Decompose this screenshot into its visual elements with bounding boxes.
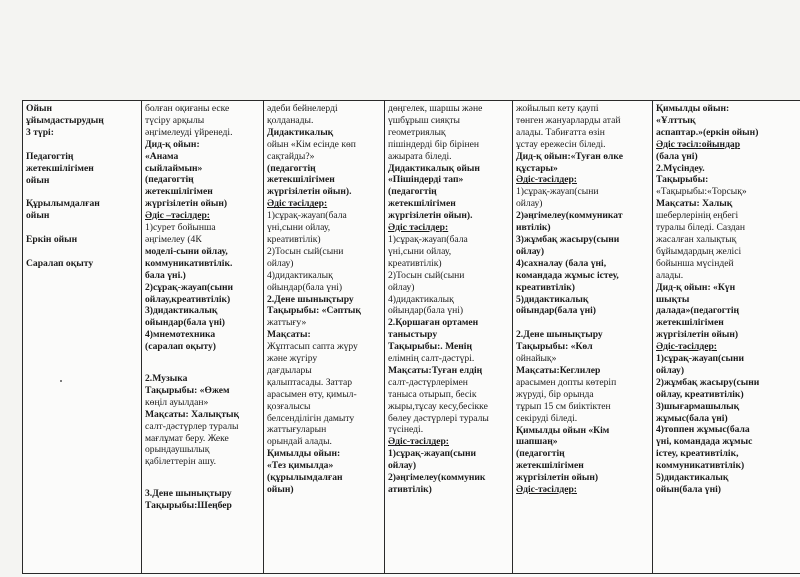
- cell-text-line: (педагогтің: [145, 174, 194, 186]
- cell-text-line: 3 түрі:: [26, 126, 54, 138]
- cell-text-line: қалыптасады. Заттар: [267, 376, 353, 388]
- cell-text-line: қабілеттерін ашу.: [145, 456, 217, 468]
- spacer: [26, 222, 138, 234]
- cell-text-line: ойындар(бала үні): [145, 317, 225, 329]
- cell-text-line: жетекшілігімен: [267, 174, 335, 186]
- cell-text-line: бала үні.): [145, 269, 186, 281]
- cell-text-line: ойлау): [516, 198, 543, 210]
- cell-text-line: 4)сахналау (бала үні,: [516, 257, 607, 269]
- cell-text-line: ойын: [26, 210, 50, 222]
- cell-text-line: шықты: [656, 293, 690, 305]
- cell-text-line: түсінеді.: [388, 424, 424, 436]
- cell-text-line: Әдіс-тәсілдер:: [656, 341, 717, 353]
- cell-text-line: креативтілік): [516, 281, 576, 293]
- cell-text-line: үні,сыни ойлау,: [388, 245, 452, 257]
- cell-text-line: жетекшілігімен: [656, 317, 724, 329]
- cell-text-line: жүруді, бір орында: [516, 388, 594, 400]
- cell-text-line: туралы біледі. Саздан: [656, 222, 745, 234]
- cell-text-line: моделі-сыни ойлау,: [145, 245, 228, 257]
- cell-text-line: бұйымдардың желісі: [656, 245, 742, 257]
- cell-text-line: Мақсаты: Халықтық: [145, 408, 240, 420]
- cell-text-line: әңгімелеу (4К: [145, 233, 202, 245]
- cell-text-line: креативтілік): [388, 257, 442, 269]
- cell-text-line: Дид-қ ойын:«Туған өлке: [516, 150, 623, 162]
- cell-text-line: Тақырыбы: «Көл: [516, 341, 593, 353]
- cell-text-line: «Пішіндерді тап»: [388, 174, 464, 186]
- cell-text-line: алады.: [656, 269, 684, 281]
- cell-text-line: ажырата біледі.: [388, 150, 452, 162]
- cell-text-line: шапшаң»: [516, 436, 558, 448]
- cell-text-line: Қимылды ойын:: [267, 448, 341, 460]
- cell-text-line: 3.Дене шынықтыру: [145, 488, 232, 500]
- cell-text-line: болған оқиғаны еске: [145, 103, 230, 114]
- cell-text-line: Әдіс-тәсілдер:: [516, 484, 577, 496]
- cell-text-line: жүргізілетін ойын).: [267, 186, 352, 198]
- cell-text-line: белсенділігін дамыту: [267, 412, 355, 424]
- cell-text-line: арасымен допты көтеріп: [516, 376, 617, 388]
- cell-text-line: көңіл ауылдан»: [145, 396, 209, 408]
- cell-text-line: 4)дидактикалық: [388, 293, 454, 305]
- cell-text-line: үшбұрыш сияқты: [388, 114, 460, 126]
- cell-text-line: таныса отырып, бесік: [388, 388, 477, 400]
- cell-text-line: жетекшілігімен: [145, 186, 213, 198]
- cell-text-line: жүргізілетін ойын): [516, 472, 599, 484]
- cell-text-line: Дид-қ ойын:: [145, 138, 200, 150]
- cell-text-line: 2.Дене шынықтыру: [516, 329, 603, 341]
- tuesday-cell: [264, 101, 385, 574]
- cell-text-line: «Тез қимылда»: [267, 460, 334, 472]
- cell-text-line: таныстыру: [388, 329, 438, 341]
- cell-text-line: Құрылымдалған: [26, 198, 100, 210]
- spacer: [26, 246, 138, 258]
- cell-text-line: орындаушылық: [145, 444, 210, 456]
- spacer: [145, 353, 260, 373]
- cell-text-line: 2.Мүсіндеу.: [656, 162, 705, 174]
- cell-text-line: пішіндерді бір бірінен: [388, 138, 480, 150]
- cell-text-line: арасымен өту, қимыл-: [267, 388, 357, 400]
- cell-text-line: Ойын: [26, 103, 53, 114]
- cell-text-line: далада»(педагогтің: [656, 305, 740, 317]
- spacer: [145, 468, 260, 488]
- cell-text-line: ойын): [267, 484, 294, 495]
- cell-text-line: салт-дәстүрлерімен: [388, 376, 468, 388]
- cell-text-line: шеберлерінің еңбегі: [656, 210, 739, 222]
- cell-text-line: жыры,тұсау кесу,бесікке: [388, 400, 488, 412]
- cell-text-line: ойын: [26, 174, 50, 186]
- cell-text-line: 5)дидактикалық: [516, 293, 589, 305]
- cell-text-line: 2.Қоршаған ортамен: [388, 317, 479, 329]
- cell-text-line: коммуникативтілік.: [145, 257, 233, 269]
- cell-text-line: қолданады.: [267, 114, 314, 126]
- cell-text-line: дөңгелек, шаршы және: [388, 103, 483, 114]
- cell-text-line: Әдіс –тәсілдер:: [145, 210, 210, 222]
- cell-text-line: жойылып кету қаупі: [516, 103, 599, 114]
- spacer: [26, 186, 138, 198]
- cell-text-line: ойлау): [656, 364, 685, 376]
- cell-text-line: «Ұлттық: [656, 114, 696, 126]
- cell-text-line: әдеби бейнелерді: [267, 103, 338, 114]
- cell-text-line: ұстау ережесін біледі.: [516, 138, 606, 150]
- cell-text-line: жетекшілігімен: [516, 460, 584, 472]
- cell-text-line: 2)Тосын сый(сыни: [267, 245, 344, 257]
- cell-text-line: Дидактикалық ойын: [388, 162, 480, 174]
- cell-text-line: ойлау, креативтілік): [656, 388, 744, 400]
- cell-text-line: Дид-қ ойын: «Күн: [656, 281, 736, 293]
- cell-text-line: жетекшілігімен: [388, 198, 456, 210]
- cell-text-line: ойын(бала үні): [656, 484, 721, 495]
- cell-text-line: ойлау): [267, 257, 294, 269]
- cell-text-line: Әдіс тәсілдер:: [267, 198, 328, 210]
- cell-text-line: коммуникативтілік): [656, 460, 745, 472]
- cell-text-line: қозғалысы: [267, 400, 311, 412]
- cell-text-line: (педагогтің: [388, 186, 437, 198]
- cell-text-line: Мақсаты:Туған елдің: [388, 364, 483, 376]
- cell-text-line: Тақырыбы: «Өжем: [145, 384, 230, 396]
- monday-cell: [142, 101, 264, 574]
- cell-text-line: бойынша мүсіндей: [656, 257, 734, 269]
- cell-text-line: Педагогтің: [26, 150, 74, 162]
- cell-text-line: Саралап оқыту: [26, 258, 94, 270]
- cell-text-line: жетекшілігімен: [26, 162, 94, 174]
- cell-text-line: дағдылары: [267, 364, 312, 376]
- cell-text-line: аспаптар.»(еркін ойын): [656, 126, 759, 138]
- cell-text-line: Әдіс тәсілдер:: [388, 222, 449, 234]
- cell-text-line: жүргізілетін ойын): [145, 198, 228, 210]
- cell-text-line: Тақырыбы: «Сәптық: [267, 305, 361, 317]
- cell-text-line: сақтайды?»: [267, 150, 315, 162]
- activity-types-cell: [23, 101, 142, 574]
- cell-text-line: ойлау,креативтілік): [145, 293, 231, 305]
- cell-text-line: (педагогтің: [267, 162, 316, 174]
- cell-text-line: (құрылымдалған: [267, 472, 343, 484]
- cell-text-line: 1)сұрақ-жауап(сыни: [388, 448, 477, 460]
- cell-text-line: салт-дәстүрлер туралы: [145, 420, 239, 432]
- cell-text-line: ивтілік): [516, 222, 551, 234]
- cell-text-line: Мақсаты:: [267, 329, 311, 341]
- cell-text-line: ойлау): [388, 460, 417, 472]
- cell-text-line: ұйымдастырудың: [26, 114, 104, 126]
- cell-text-line: 2)әңгімелеу(коммуникат: [516, 210, 623, 222]
- cell-text-line: бөлеу дәстүрлері туралы: [388, 412, 489, 424]
- cell-text-line: 2)сұрақ-жауап(сыни: [145, 281, 234, 293]
- cell-text-line: жүргізілетін ойын): [656, 329, 739, 341]
- cell-text-line: геометриялық: [388, 126, 446, 138]
- scan-speck: [60, 380, 62, 382]
- cell-text-line: Қимылды ойын:: [656, 103, 730, 114]
- cell-text-line: 1)сұрақ-жауап(сыни: [656, 353, 745, 365]
- cell-text-line: «Тақырыбы:«Торсық»: [656, 186, 747, 198]
- cell-text-line: 4)дидактикалық: [267, 269, 333, 281]
- cell-text-line: ойлау): [388, 281, 415, 293]
- wednesday-cell: [385, 101, 513, 574]
- cell-text-line: Еркін ойын: [26, 234, 78, 246]
- cell-text-line: ойындар(бала үні): [516, 305, 596, 317]
- cell-text-line: 1)сұрақ-жауап(бала: [267, 210, 347, 222]
- cell-text-line: Тақырыбы:: [656, 174, 709, 186]
- thursday-cell: [513, 101, 653, 574]
- cell-text-line: жасалған халықтық: [656, 233, 737, 245]
- cell-text-line: командада жұмыс істеу,: [516, 269, 619, 281]
- cell-text-line: «Анама: [145, 150, 179, 162]
- cell-text-line: 2.Дене шынықтыру: [267, 293, 354, 305]
- cell-text-line: ойындар(бала үні): [267, 281, 343, 293]
- cell-text-line: сыйлаймын»: [145, 162, 203, 174]
- cell-text-line: мағлұмат беру. Жеке: [145, 432, 229, 444]
- cell-text-line: елімнің салт-дәстүрі.: [388, 353, 475, 365]
- table-row: [23, 101, 800, 574]
- cell-text-line: алады. Табиғатта өзін: [516, 126, 605, 138]
- cell-text-line: 2)жұмбақ жасыру(сыни: [656, 376, 760, 388]
- cell-text-line: ойлау): [516, 245, 545, 257]
- cell-text-line: төнген жануарларды атай: [516, 114, 621, 126]
- spacer: [516, 317, 649, 329]
- cell-text-line: үні, командада жұмыс: [656, 436, 753, 448]
- friday-cell: [653, 101, 800, 574]
- lesson-plan-table: [22, 100, 800, 574]
- cell-text-line: Тақырыбы:Шеңбер: [145, 500, 232, 512]
- cell-text-line: 2)әңгімелеу(коммуник: [388, 472, 486, 484]
- cell-text-line: ойнайық»: [516, 353, 557, 365]
- cell-text-line: 3)дидактикалық: [145, 305, 218, 317]
- cell-text-line: креативтілік): [267, 233, 321, 245]
- cell-text-line: орындай алады.: [267, 436, 332, 448]
- cell-text-line: (саралап оқыту): [145, 341, 216, 353]
- cell-text-line: әңгімелеуді үйренеді.: [145, 126, 233, 138]
- cell-text-line: (педагогтің: [516, 448, 565, 460]
- cell-text-line: 4)мнемотехника: [145, 329, 216, 341]
- cell-text-line: және жүгіру: [267, 353, 318, 365]
- cell-text-line: Әдіс тәсіл:ойындар: [656, 138, 741, 150]
- cell-text-line: 1)сұрақ-жауап(сыни: [516, 186, 599, 198]
- cell-text-line: 4)топпен жұмыс(бала: [656, 424, 750, 436]
- cell-text-line: Мақсаты: Халық: [656, 198, 733, 210]
- cell-text-line: ативтілік): [388, 484, 432, 495]
- cell-text-line: 3)шығармашылық: [656, 400, 740, 412]
- cell-text-line: тұрып 15 см биіктіктен: [516, 400, 611, 412]
- cell-text-line: Тақырыбы:. Менің: [388, 341, 472, 353]
- cell-text-line: 1)сурет бойынша: [145, 222, 216, 234]
- cell-text-line: Дидактикалық: [267, 126, 334, 138]
- cell-text-line: жаттығу»: [267, 317, 307, 329]
- cell-text-line: істеу, креативтілік,: [656, 448, 739, 460]
- cell-text-line: жұмыс(бала үні): [656, 412, 728, 424]
- cell-text-line: Жұптасып сапта жүру: [267, 341, 358, 353]
- cell-text-line: 2.Музыка: [145, 373, 188, 385]
- cell-text-line: Әдіс-тәсілдер:: [388, 436, 449, 448]
- cell-text-line: құстары»: [516, 162, 558, 174]
- cell-text-line: (бала үні): [656, 150, 698, 162]
- cell-text-line: Мақсаты:Кеглилер: [516, 365, 601, 377]
- spacer: [26, 139, 138, 151]
- cell-text-line: түсіру арқылы: [145, 114, 205, 126]
- cell-text-line: 2)Тосын сый(сыни: [388, 269, 465, 281]
- cell-text-line: Қимылды ойын «Кім: [516, 424, 610, 436]
- cell-text-line: Әдіс-тәсілдер:: [516, 174, 577, 186]
- cell-text-line: 1)сұрақ-жауап(бала: [388, 233, 468, 245]
- cell-text-line: секіруді біледі.: [516, 412, 578, 424]
- cell-text-line: 5)дидактикалық: [656, 472, 729, 484]
- cell-text-line: жаттығуларын: [267, 424, 327, 436]
- cell-text-line: 3)жұмбақ жасыру(сыни: [516, 233, 620, 245]
- cell-text-line: үні,сыни ойлау,: [267, 222, 331, 234]
- cell-text-line: ойындар(бала үні): [388, 305, 464, 317]
- cell-text-line: жүргізілетін ойын).: [388, 210, 473, 222]
- cell-text-line: ойын «Кім есінде көп: [267, 138, 356, 150]
